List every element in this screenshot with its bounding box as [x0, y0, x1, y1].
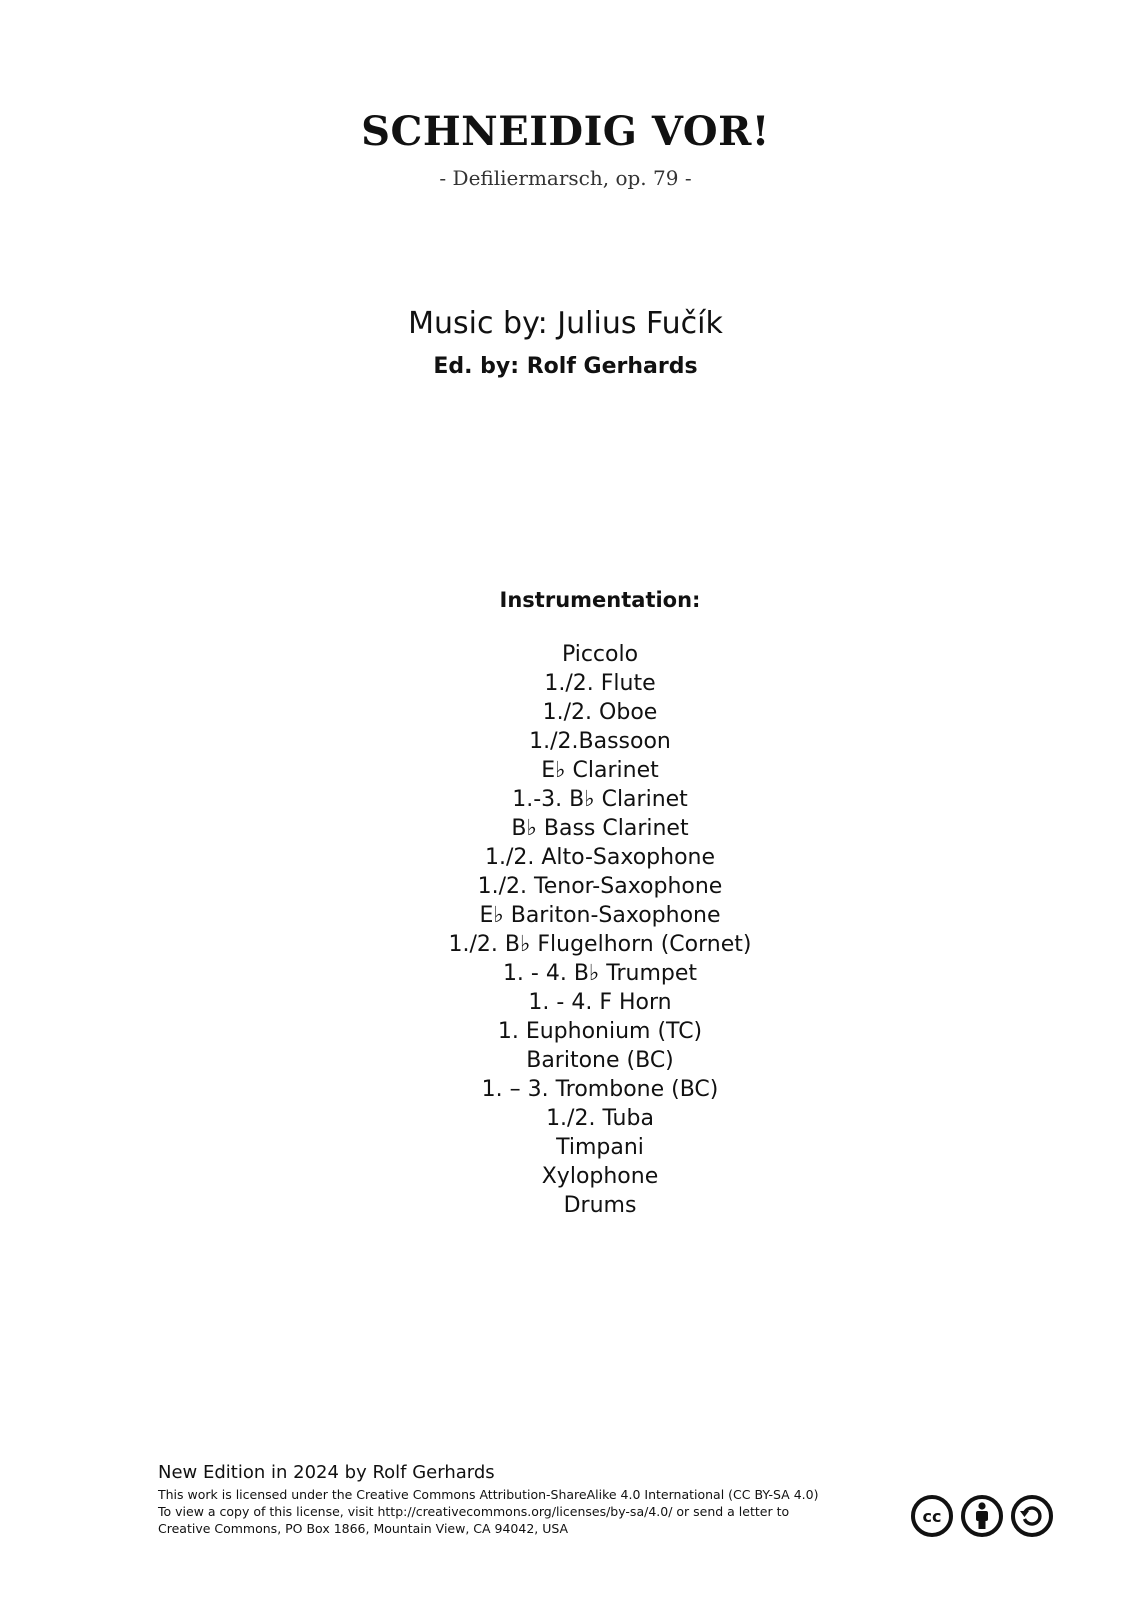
instrument-item: 1. – 3. Trombone (BC) [481, 1077, 719, 1102]
instrument-item: 1./2. B♭ Flugelhorn (Cornet) [448, 932, 752, 957]
composer-credit: Music by: Julius Fučík [408, 306, 723, 341]
instrumentation-list [0, 640, 1131, 1220]
instrument-item: Xylophone [541, 1164, 659, 1189]
instrument-item: 1./2. Tuba [546, 1106, 654, 1131]
instrument-item: 1. Euphonium (TC) [497, 1019, 703, 1044]
instrument-item: E♭ Bariton-Saxophone [479, 903, 721, 928]
instrumentation-heading: Instrumentation: [499, 588, 701, 612]
instrument-item: Baritone (BC) [526, 1048, 674, 1073]
instrument-item: 1.-3. B♭ Clarinet [512, 787, 688, 812]
license-line: Creative Commons, PO Box 1866, Mountain View, CA 94042, USA [158, 1521, 569, 1536]
editor-credit: Ed. by: Rolf Gerhards [433, 354, 698, 379]
edition-note: New Edition in 2024 by Rolf Gerhards [158, 1462, 495, 1483]
cc-icon-text: cc [922, 1507, 942, 1526]
attribution-icon [960, 1494, 1004, 1538]
share-alike-icon [1010, 1494, 1054, 1538]
license-line: To view a copy of this license, visit http://creativecommons.org/licenses/by-sa/4.0/ or send a letter to [158, 1504, 790, 1519]
license-line: This work is licensed under the Creative Commons Attribution-ShareAlike 4.0 International (CC BY-SA 4.0) [158, 1487, 819, 1502]
instrument-item: Piccolo [561, 642, 639, 667]
instrument-item: 1. - 4. B♭ Trumpet [502, 961, 698, 986]
cc-license-logos [910, 1494, 1054, 1538]
instrument-item: Drums [563, 1193, 637, 1218]
cc-icon [910, 1494, 954, 1538]
instrument-item: B♭ Bass Clarinet [511, 816, 689, 841]
score-title: SCHNEIDIG VOR! [361, 108, 770, 155]
license-footer [158, 1462, 878, 1537]
instrument-item: 1./2. Flute [544, 671, 656, 696]
instrument-item: E♭ Clarinet [541, 758, 659, 783]
instrument-item: 1./2. Alto-Saxophone [484, 845, 716, 870]
score-subtitle: - Defiliermarsch, op. 79 - [439, 166, 692, 190]
instrument-item: 1. - 4. F Horn [528, 990, 672, 1015]
instrument-item: Timpani [556, 1135, 644, 1160]
instrument-item: 1./2.Bassoon [529, 729, 671, 754]
instrument-item: 1./2. Oboe [542, 700, 658, 725]
instrument-item: 1./2. Tenor-Saxophone [477, 874, 723, 899]
